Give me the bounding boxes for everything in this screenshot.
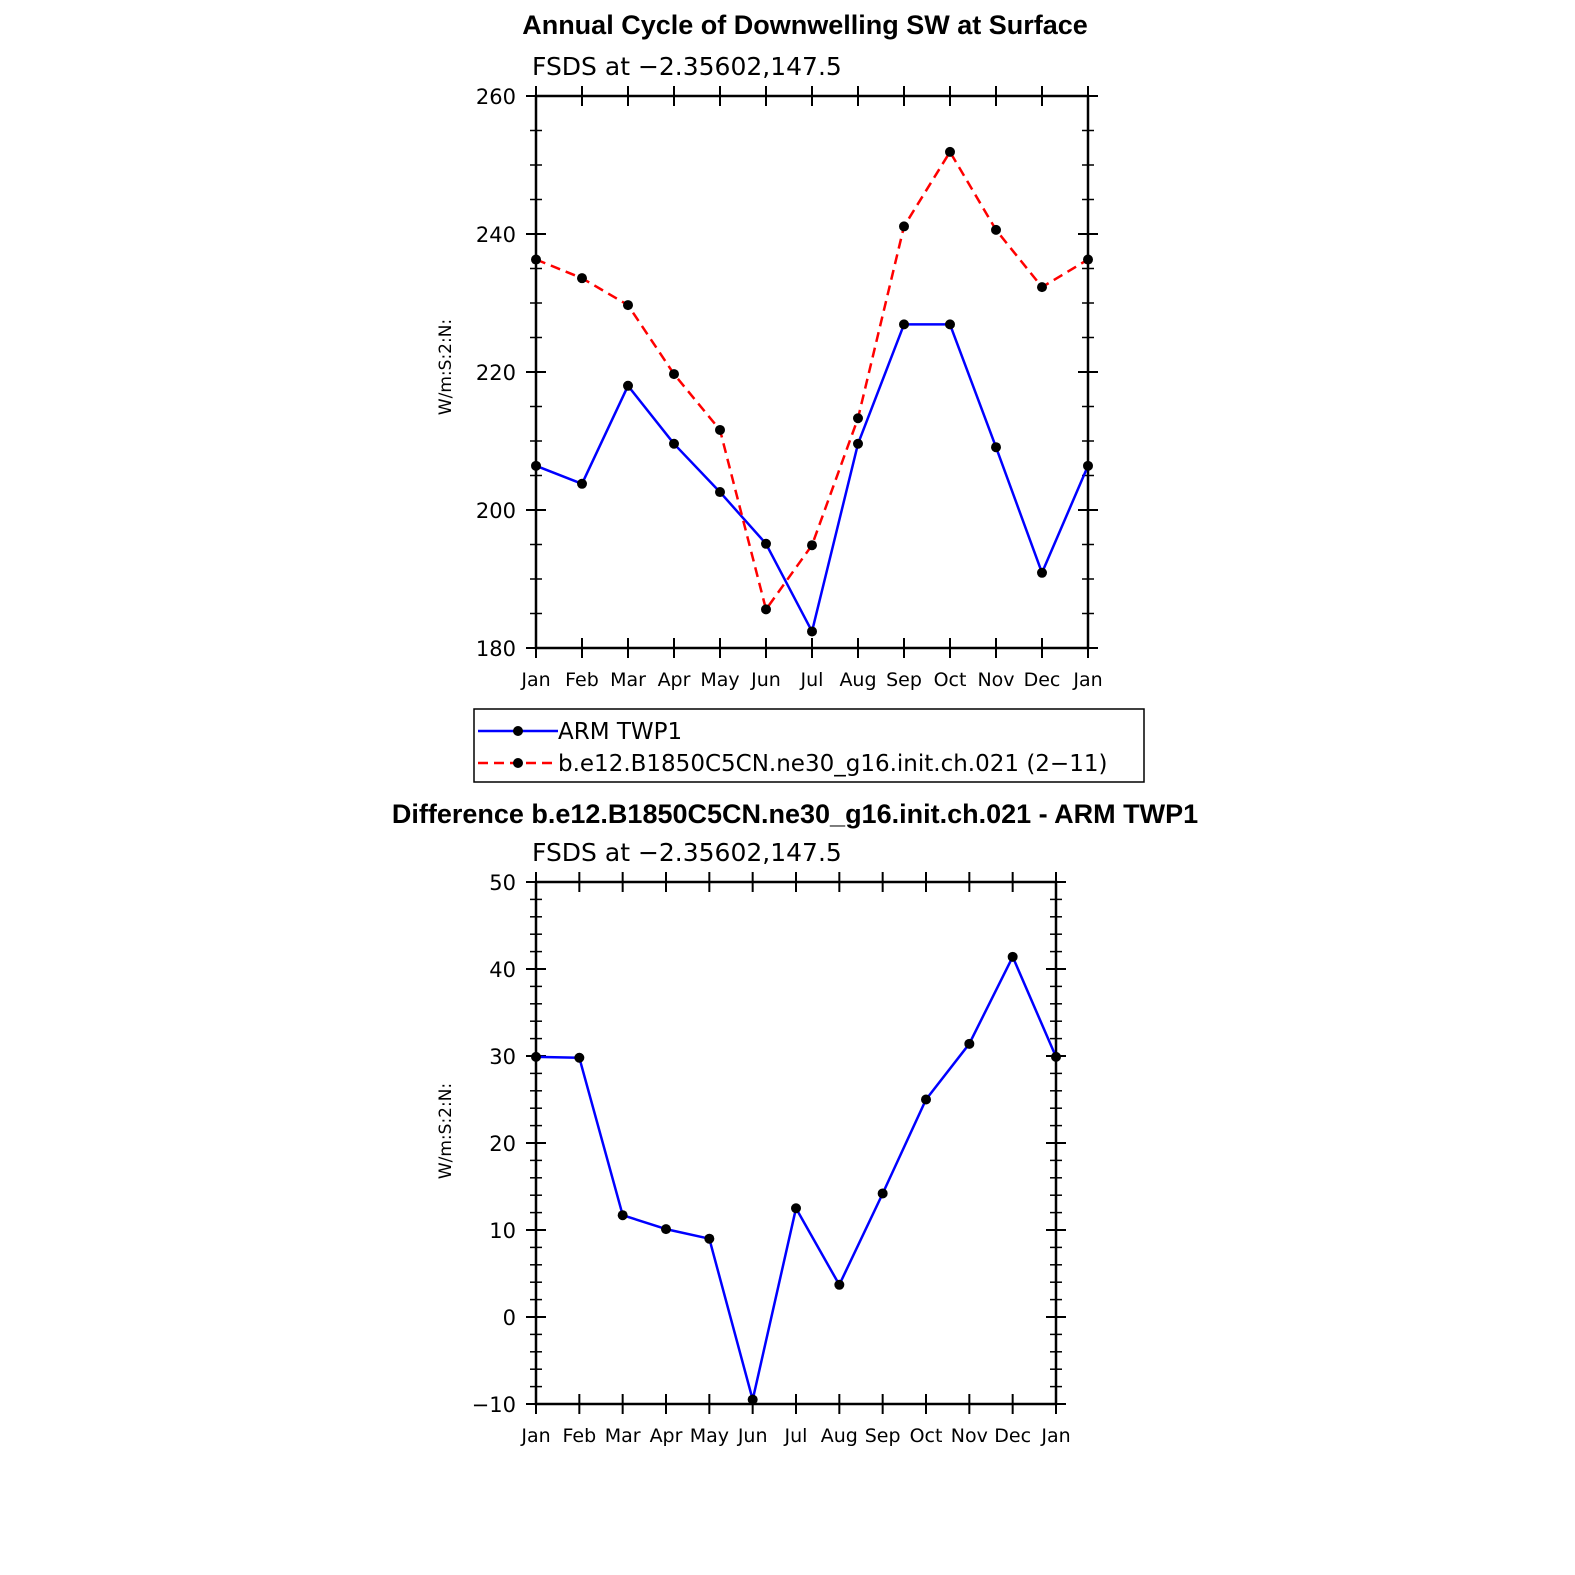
annual-cycle-panel — [436, 10, 1144, 782]
x-tick-label: Sep — [886, 669, 922, 691]
axes-frame — [526, 872, 1066, 1414]
x-tick-label: Oct — [909, 1425, 943, 1447]
x-tick-label: Sep — [864, 1425, 901, 1447]
legend-label-arm: ARM TWP1 — [558, 719, 683, 745]
y-tick-labels — [472, 871, 516, 1417]
data-point — [899, 319, 909, 329]
x-tick-label: Apr — [657, 669, 691, 691]
y-tick-label: 200 — [475, 499, 516, 523]
data-point — [748, 1395, 758, 1405]
data-point — [945, 319, 955, 329]
x-tick-label: May — [689, 1425, 729, 1447]
data-point — [623, 381, 633, 391]
data-point — [715, 487, 725, 497]
x-tick-label: Apr — [649, 1425, 683, 1447]
data-point — [531, 461, 541, 471]
legend — [474, 709, 1144, 782]
plot-frame — [536, 882, 1056, 1404]
data-point — [945, 147, 955, 157]
data-point — [715, 425, 725, 435]
x-tick-label: Oct — [933, 669, 967, 691]
data-point — [834, 1280, 844, 1290]
data-point — [853, 439, 863, 449]
x-tick-label: Dec — [1023, 669, 1061, 691]
data-point — [661, 1224, 671, 1234]
data-point — [577, 273, 587, 283]
data-point — [1083, 255, 1093, 265]
y-tick-label: 20 — [489, 1132, 516, 1156]
series-line-0 — [536, 957, 1056, 1400]
data-point — [791, 1203, 801, 1213]
data-point — [704, 1234, 714, 1244]
data-point — [761, 539, 771, 549]
chart-subtitle: FSDS at −2.35602,147.5 — [532, 838, 842, 867]
data-point — [921, 1095, 931, 1105]
x-tick-label: Nov — [977, 669, 1015, 691]
y-tick-labels — [476, 85, 516, 661]
data-point — [574, 1053, 584, 1063]
legend-marker-model — [513, 758, 523, 768]
chart-title: Difference b.e12.B1850C5CN.ne30_g16.init.ch.021 - ARM TWP1 — [391, 799, 1199, 829]
x-tick-label: Feb — [565, 669, 599, 691]
x-tick-label: Mar — [604, 1425, 641, 1447]
x-tick-label: Nov — [950, 1425, 988, 1447]
data-point — [991, 442, 1001, 452]
data-point — [618, 1210, 628, 1220]
x-tick-label: May — [700, 669, 740, 691]
chart-subtitle: FSDS at −2.35602,147.5 — [532, 52, 842, 81]
y-tick-label: 0 — [502, 1306, 516, 1330]
data-point — [878, 1188, 888, 1198]
data-point — [1037, 568, 1047, 578]
data-point — [853, 413, 863, 423]
x-tick-label: Jul — [784, 1425, 808, 1447]
difference-panel — [392, 799, 1198, 1447]
y-axis-label: W/m:S:2:N: — [436, 318, 456, 416]
x-tick-label: Jul — [800, 669, 824, 691]
data-point — [623, 300, 633, 310]
x-tick-label: Jan — [1041, 1425, 1071, 1447]
y-tick-label: 40 — [489, 958, 516, 982]
x-tick-label: Dec — [994, 1425, 1032, 1447]
legend-marker-arm — [513, 726, 523, 736]
data-point — [1051, 1052, 1061, 1062]
x-tick-label: Feb — [562, 1425, 597, 1447]
x-tick-label: Jun — [751, 669, 781, 691]
series-group — [531, 952, 1061, 1405]
data-point — [807, 626, 817, 636]
data-point — [1083, 461, 1093, 471]
series-line-0 — [536, 324, 1088, 631]
y-tick-label: 240 — [475, 223, 516, 247]
chart-title: Annual Cycle of Downwelling SW at Surface — [522, 10, 1088, 40]
x-tick-label: Aug — [839, 669, 877, 691]
y-tick-label: 220 — [475, 361, 516, 385]
y-tick-label: 180 — [475, 637, 516, 661]
x-tick-label: Jan — [521, 1425, 551, 1447]
x-tick-label: Jan — [521, 669, 551, 691]
plot-frame — [536, 96, 1088, 648]
data-point — [531, 255, 541, 265]
data-point — [669, 439, 679, 449]
data-point — [1008, 952, 1018, 962]
y-tick-label: 260 — [475, 85, 516, 109]
y-tick-label: 10 — [489, 1219, 516, 1243]
data-point — [531, 1052, 541, 1062]
legend-label-model: b.e12.B1850C5CN.ne30_g16.init.ch.021 (2−11) — [558, 751, 1108, 777]
y-tick-label: 30 — [489, 1045, 516, 1069]
data-point — [964, 1039, 974, 1049]
x-tick-label: Jan — [1073, 669, 1103, 691]
y-tick-label: −10 — [471, 1393, 516, 1417]
series-group — [531, 147, 1093, 637]
data-point — [1037, 282, 1047, 292]
data-point — [577, 479, 587, 489]
x-tick-labels — [520, 1425, 1070, 1447]
data-point — [807, 540, 817, 550]
x-tick-labels — [520, 669, 1102, 691]
data-point — [761, 604, 771, 614]
data-point — [669, 369, 679, 379]
axes-frame — [526, 86, 1098, 658]
y-tick-label: 50 — [489, 871, 516, 895]
data-point — [899, 221, 909, 231]
x-tick-label: Mar — [610, 669, 646, 691]
x-tick-label: Aug — [820, 1425, 858, 1447]
x-tick-label: Jun — [737, 1425, 768, 1447]
y-axis-label: W/m:S:2:N: — [436, 1082, 456, 1180]
data-point — [991, 225, 1001, 235]
